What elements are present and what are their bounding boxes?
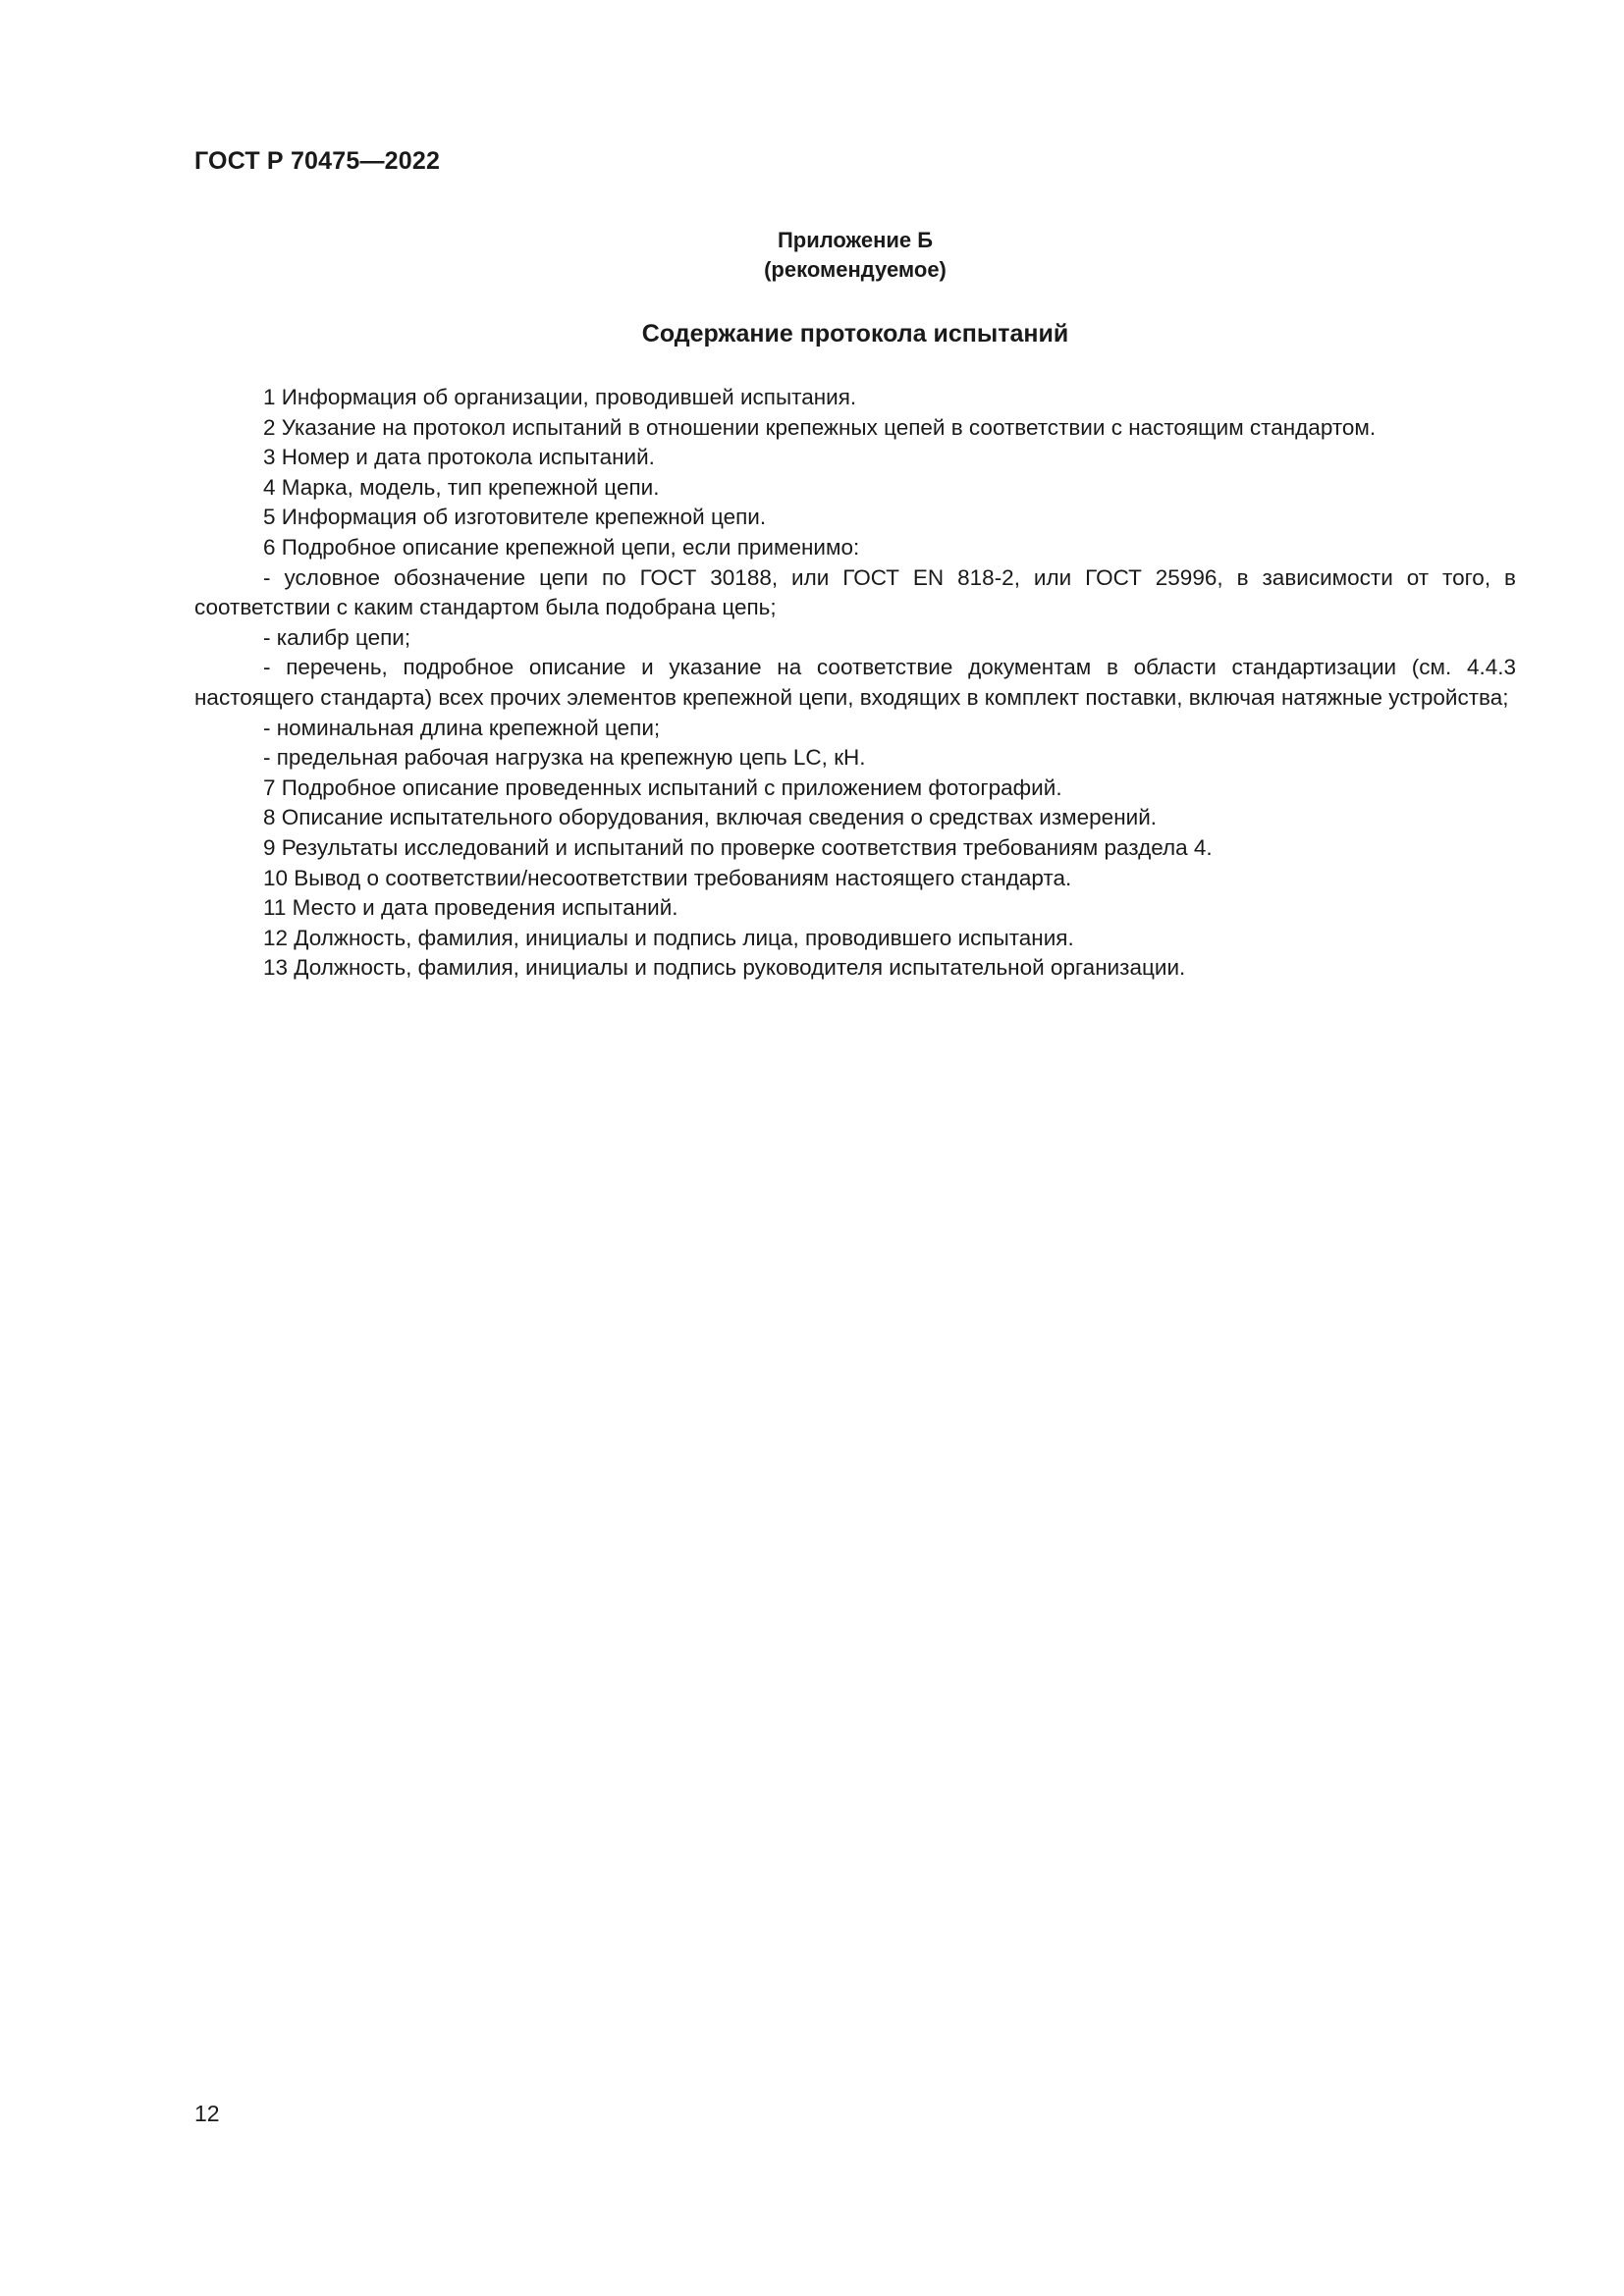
list-item: 5 Информация об изготовителе крепежной цепи. xyxy=(263,505,767,530)
list-subitem: - калибр цепи; xyxy=(263,624,411,650)
section-title: Содержание протокола испытаний xyxy=(641,320,1069,347)
list-item: 4 Марка, модель, тип крепежной цепи. xyxy=(263,474,660,500)
list-subitem: - перечень, подробное описание и указание на соответствие документам в области стандартизации (см. 4.4.3 настоящего стандарта) всех прочих элементов крепежной цепи, входящих в комплект поставки, включая натяжные устройства; xyxy=(194,655,1516,710)
list-item: 3 Номер и дата протокола испытаний. xyxy=(263,445,655,470)
annex-label: Приложение Б xyxy=(777,228,934,252)
page-number: 12 xyxy=(194,2101,220,2126)
list-subitem: - условное обозначение цепи по ГОСТ 30188, или ГОСТ EN 818-2, или ГОСТ 25996, в зависимости от того, в соответствии с каким стандартом была подобрана цепь; xyxy=(194,564,1516,620)
list-item: 8 Описание испытательного оборудования, включая сведения о средствах измерений. xyxy=(263,805,1158,830)
list-item: 6 Подробное описание крепежной цепи, если применимо: xyxy=(263,534,860,560)
list-item: 7 Подробное описание проведенных испытаний с приложением фотографий. xyxy=(263,774,1062,800)
list-item: 11 Место и дата проведения испытаний. xyxy=(263,895,678,921)
list-item: 10 Вывод о соответствии/несоответствии требованиям настоящего стандарта. xyxy=(263,865,1072,890)
list-subitem: - номинальная длина крепежной цепи; xyxy=(263,715,661,740)
list-item: 1 Информация об организации, проводившей испытания. xyxy=(263,385,857,409)
list-subitem: - предельная рабочая нагрузка на крепежную цепь LC, кН. xyxy=(263,745,866,771)
annex-heading xyxy=(194,226,1516,285)
list-item: 9 Результаты исследований и испытаний по проверке соответствия требованиям раздела 4. xyxy=(263,834,1213,860)
document-header: ГОСТ Р 70475—2022 xyxy=(194,147,441,175)
protocol-contents-list xyxy=(194,383,1516,984)
list-item: 12 Должность, фамилия, инициалы и подпись лица, проводившего испытания. xyxy=(263,925,1074,950)
annex-status: (рекомендуемое) xyxy=(764,257,947,282)
list-item: 2 Указание на протокол испытаний в отношении крепежных цепей в соответствии с настоящим стандартом. xyxy=(263,414,1377,440)
list-item: 13 Должность, фамилия, инициалы и подпись руководителя испытательной организации. xyxy=(263,955,1186,981)
